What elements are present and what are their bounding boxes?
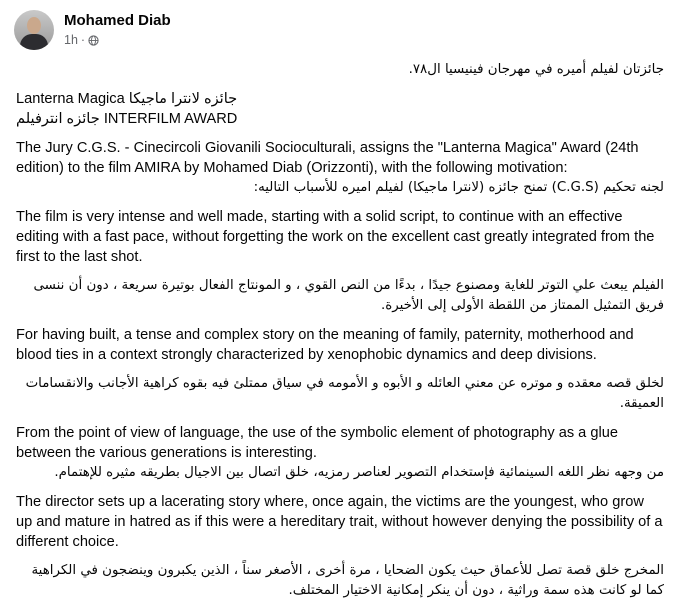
author-name[interactable]: Mohamed Diab <box>64 12 171 29</box>
avatar-head <box>27 17 41 34</box>
paragraph-3-en: From the point of view of language, the use of the symbolic element of photography as a glue between the various generations is interesting. <box>16 425 618 461</box>
separator-dot: · <box>80 33 86 47</box>
award-line-2: جائزه انترفيلم INTERFILM AWARD <box>16 111 238 127</box>
post-subline <box>64 32 171 48</box>
headline: جائزتان لفيلم أميره في مهرجان فينيسيا ال٧٨. <box>408 62 664 77</box>
paragraph-2-en: For having built, a tense and complex story on the meaning of family, paternity, motherhood and blood ties in a context strongly characterized by xenophobic dynamics and deep divisions. <box>16 327 634 363</box>
jury-text-ar: لجنه تحكيم (C.G.S) تمنح جائزه (لانترا ماجيكا) لفيلم اميره للأسباب التاليه: <box>253 180 664 195</box>
paragraph-3-ar: من وجهه نظر اللغه السينمائية فإستخدام التصوير لعناصر رمزيه، خلق اتصال بين الاجيال بطريقه مثيره للإهتمام. <box>54 465 664 480</box>
paragraph-2-ar: لخلق قصه معقده و موتره عن معني العائله و الأبوه و الأمومه في سياق ممتلئ فيه بقوه كراهية الأجانب والانقسامات العميقة. <box>25 376 664 411</box>
award-line-1: Lanterna Magica جائزه لانترا ماجيكا <box>16 91 238 107</box>
paragraph-1-ar: الفيلم يبعث علي التوتر للغاية ومصنوع جيدًا ، بدءًا من النص القوي ، و المونتاج الفعال بوتيرة سريعة ، دون أن ننسى فريق التمثيل الممتاز من اللقطة الأولى إلى الأخيرة. <box>33 278 664 313</box>
avatar-body <box>20 34 48 50</box>
paragraph-1-en: The film is very intense and well made, starting with a solid script, to continue with an effective editing with a fast pace, without forgetting the work on the excellent cast greatly integrated from the first to the last shot. <box>16 209 655 265</box>
paragraph-4-ar: المخرج خلق قصة تصل للأعماق حيث يكون الضحايا ، مرة أخرى ، الأصغر سناً ، الذين يكبرون وينضجون في الكراهية كما لو كانت هذه سمة وراثية ، دون أن ينكر إمكانية الاختيار المختلف. <box>31 563 664 598</box>
paragraph-4-en: The director sets up a lacerating story where, once again, the victims are the youngest, who grow up and mature in hatred as if this were a hereditary trait, without however denying the possibility of a different choice. <box>16 494 663 550</box>
post-header <box>14 8 171 52</box>
post-body <box>16 60 664 601</box>
post-meta <box>64 12 171 48</box>
avatar[interactable] <box>14 10 54 50</box>
jury-text-en: The Jury C.G.S. - Cinecircoli Giovanili Socioculturali, assigns the "Lanterna Magica" Award (24th edition) to the film AMIRA by Mohamed Diab (Orizzonti), with the following motivation: <box>16 140 639 176</box>
post-time[interactable]: 1h <box>64 33 78 47</box>
globe-icon[interactable] <box>88 35 99 46</box>
